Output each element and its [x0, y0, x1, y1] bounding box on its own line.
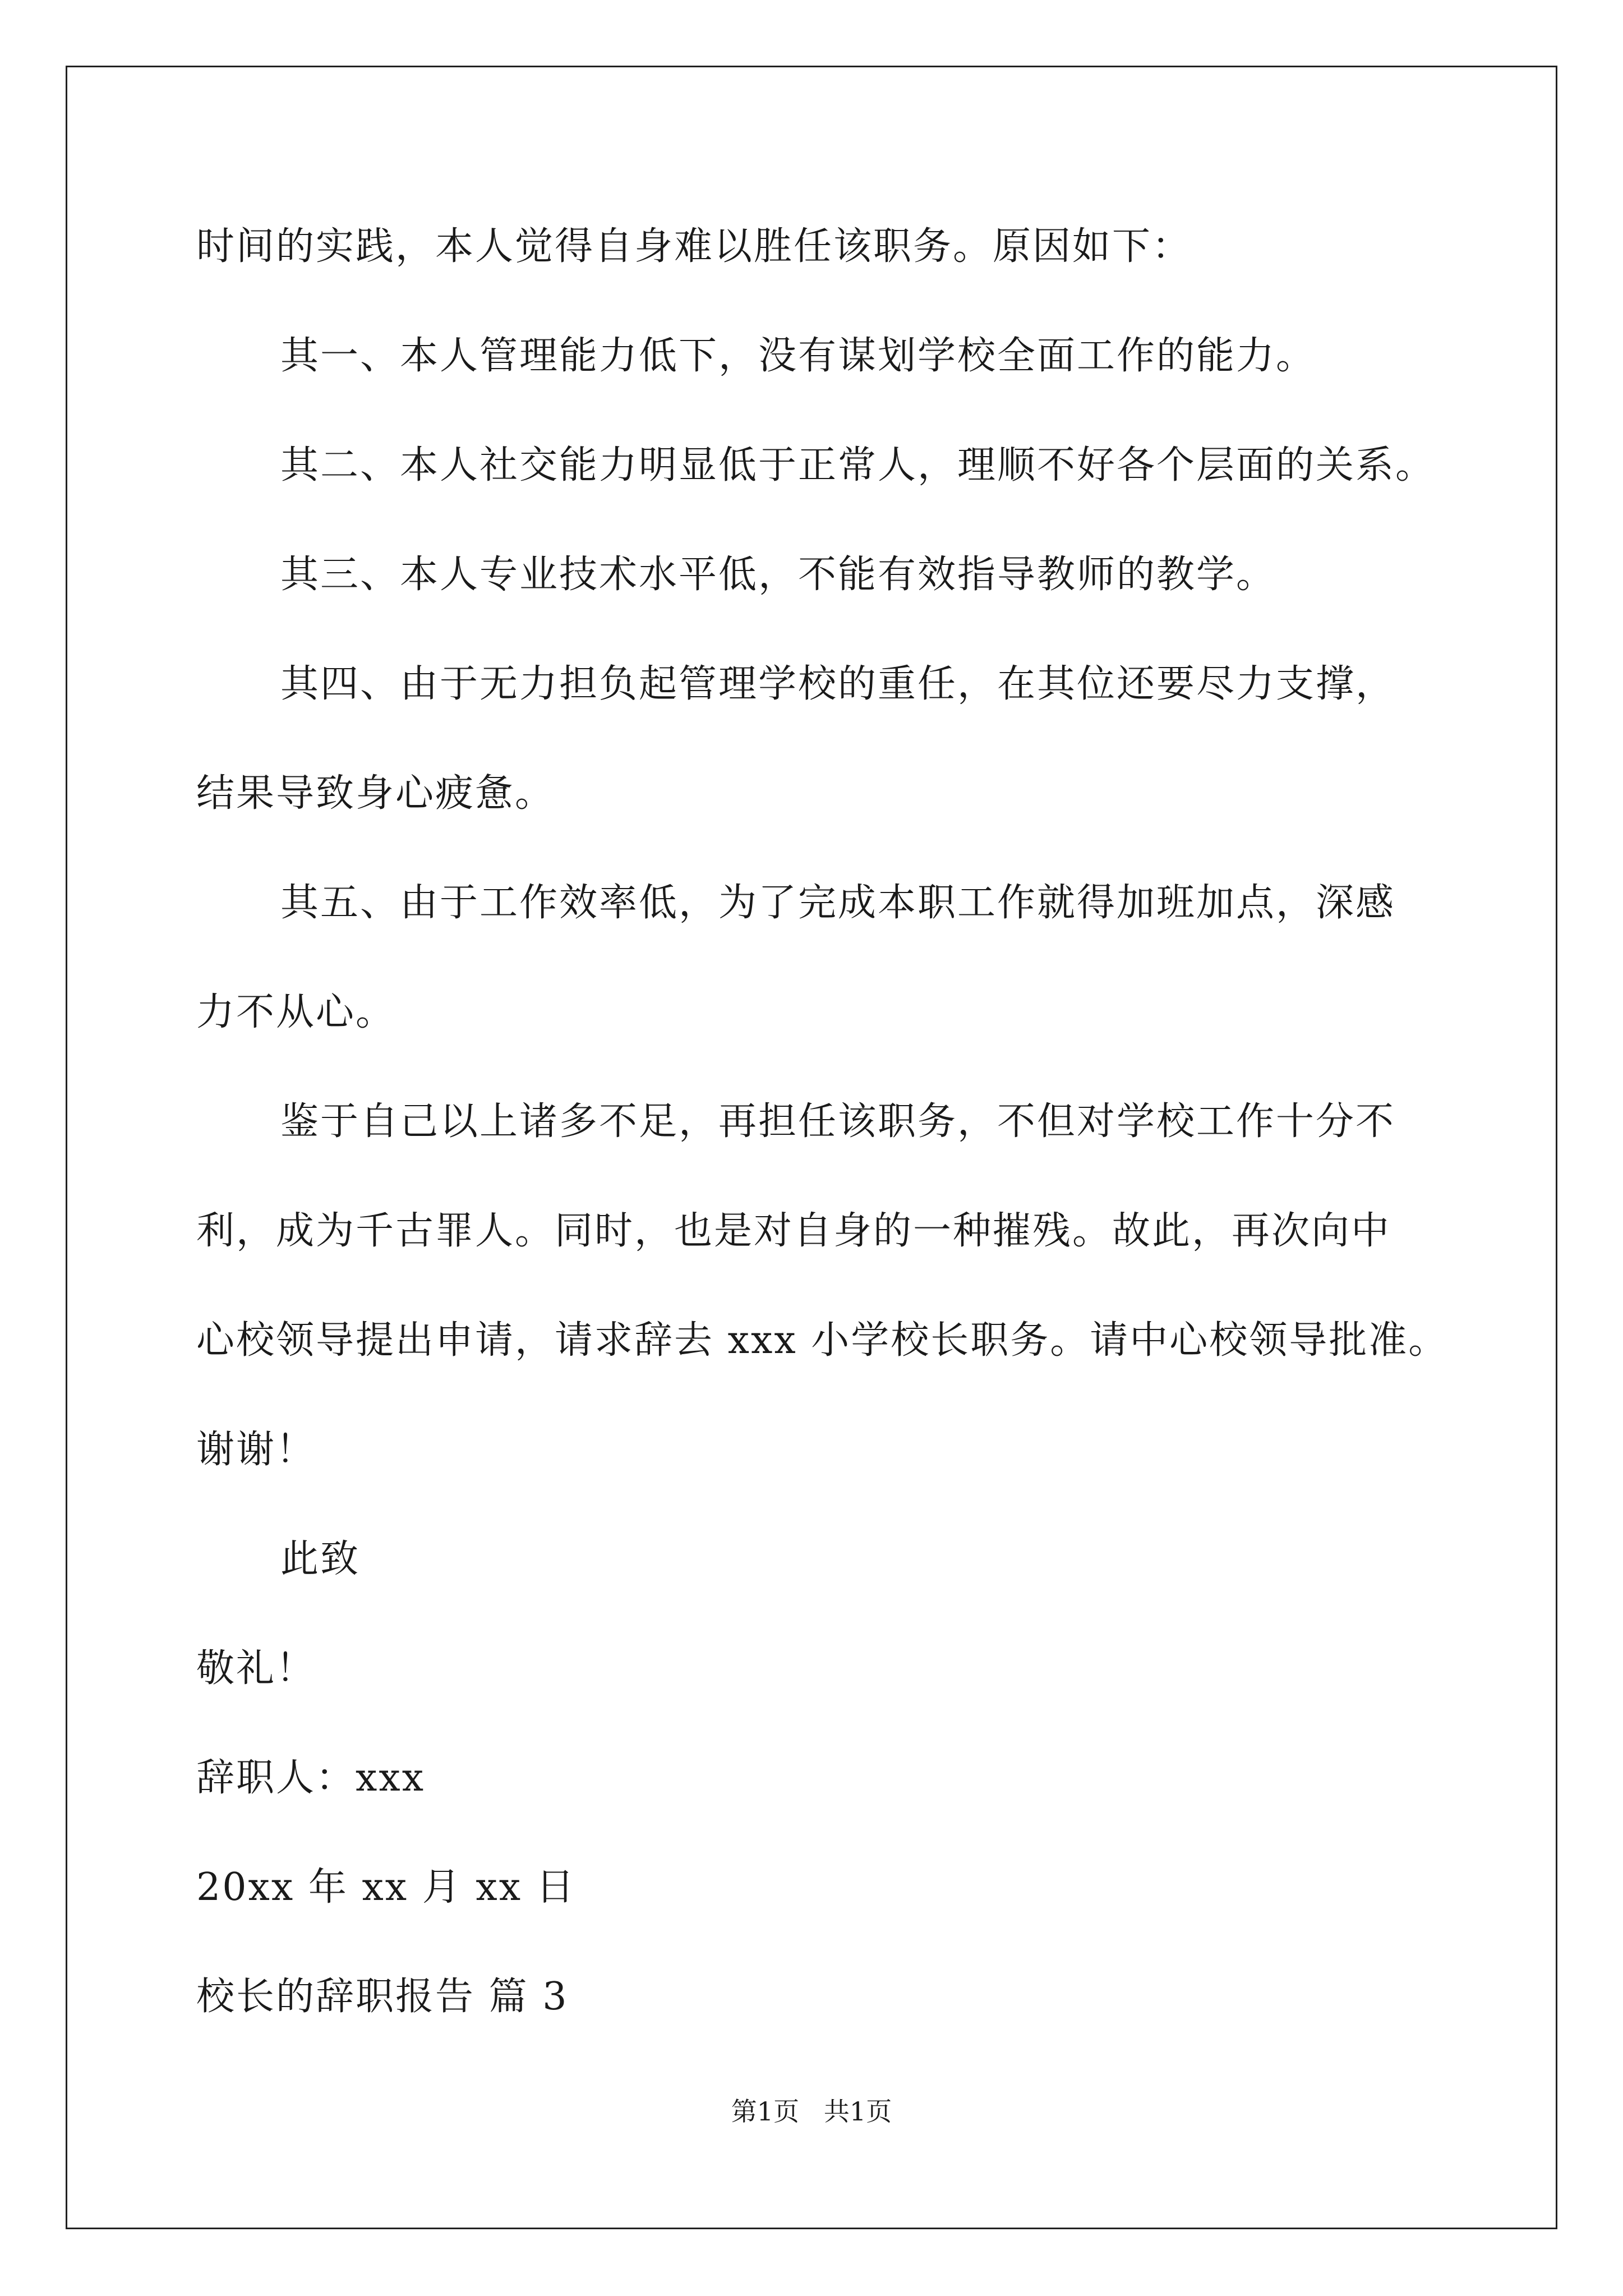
closing-regards: 敬礼！ — [196, 1646, 316, 1691]
reason-5-continuation: 力不从心。 — [196, 990, 396, 1034]
conclusion-line-3: 心校领导提出申请，请求辞去 xxx 小学校长职务。请中心校领导批准。 — [196, 1318, 1449, 1363]
reason-5-line: 其五、由于工作效率低，为了完成本职工作就得加班加点，深感 — [280, 881, 1396, 925]
conclusion-line-2: 利，成为千古罪人。同时，也是对自身的一种摧残。故此，再次向中 — [196, 1209, 1391, 1253]
page-number-footer: 第1页 共1页 — [731, 2096, 892, 2127]
thanks-line: 谢谢！ — [196, 1428, 316, 1472]
reason-1-line: 其一、本人管理能力低下，没有谋划学校全面工作的能力。 — [280, 334, 1316, 378]
date-line: 20xx 年 xx 月 xx 日 — [196, 1865, 576, 1910]
closing-salutation: 此致 — [280, 1537, 361, 1581]
paragraph-line: 时间的实践，本人觉得自身难以胜任该职务。原因如下： — [196, 224, 1192, 269]
reason-2-line: 其二、本人社交能力明显低于正常人，理顺不好各个层面的关系。 — [280, 443, 1436, 487]
conclusion-line-1: 鉴于自己以上诸多不足，再担任该职务，不但对学校工作十分不 — [280, 1099, 1396, 1144]
section-heading: 校长的辞职报告 篇 3 — [196, 1975, 569, 2019]
signature-line: 辞职人：xxx — [196, 1756, 426, 1800]
reason-4-continuation: 结果导致身心疲惫。 — [196, 771, 555, 816]
reason-4-line: 其四、由于无力担负起管理学校的重任，在其位还要尽力支撑， — [280, 662, 1396, 706]
reason-3-line: 其三、本人专业技术水平低，不能有效指导教师的教学。 — [280, 553, 1276, 597]
